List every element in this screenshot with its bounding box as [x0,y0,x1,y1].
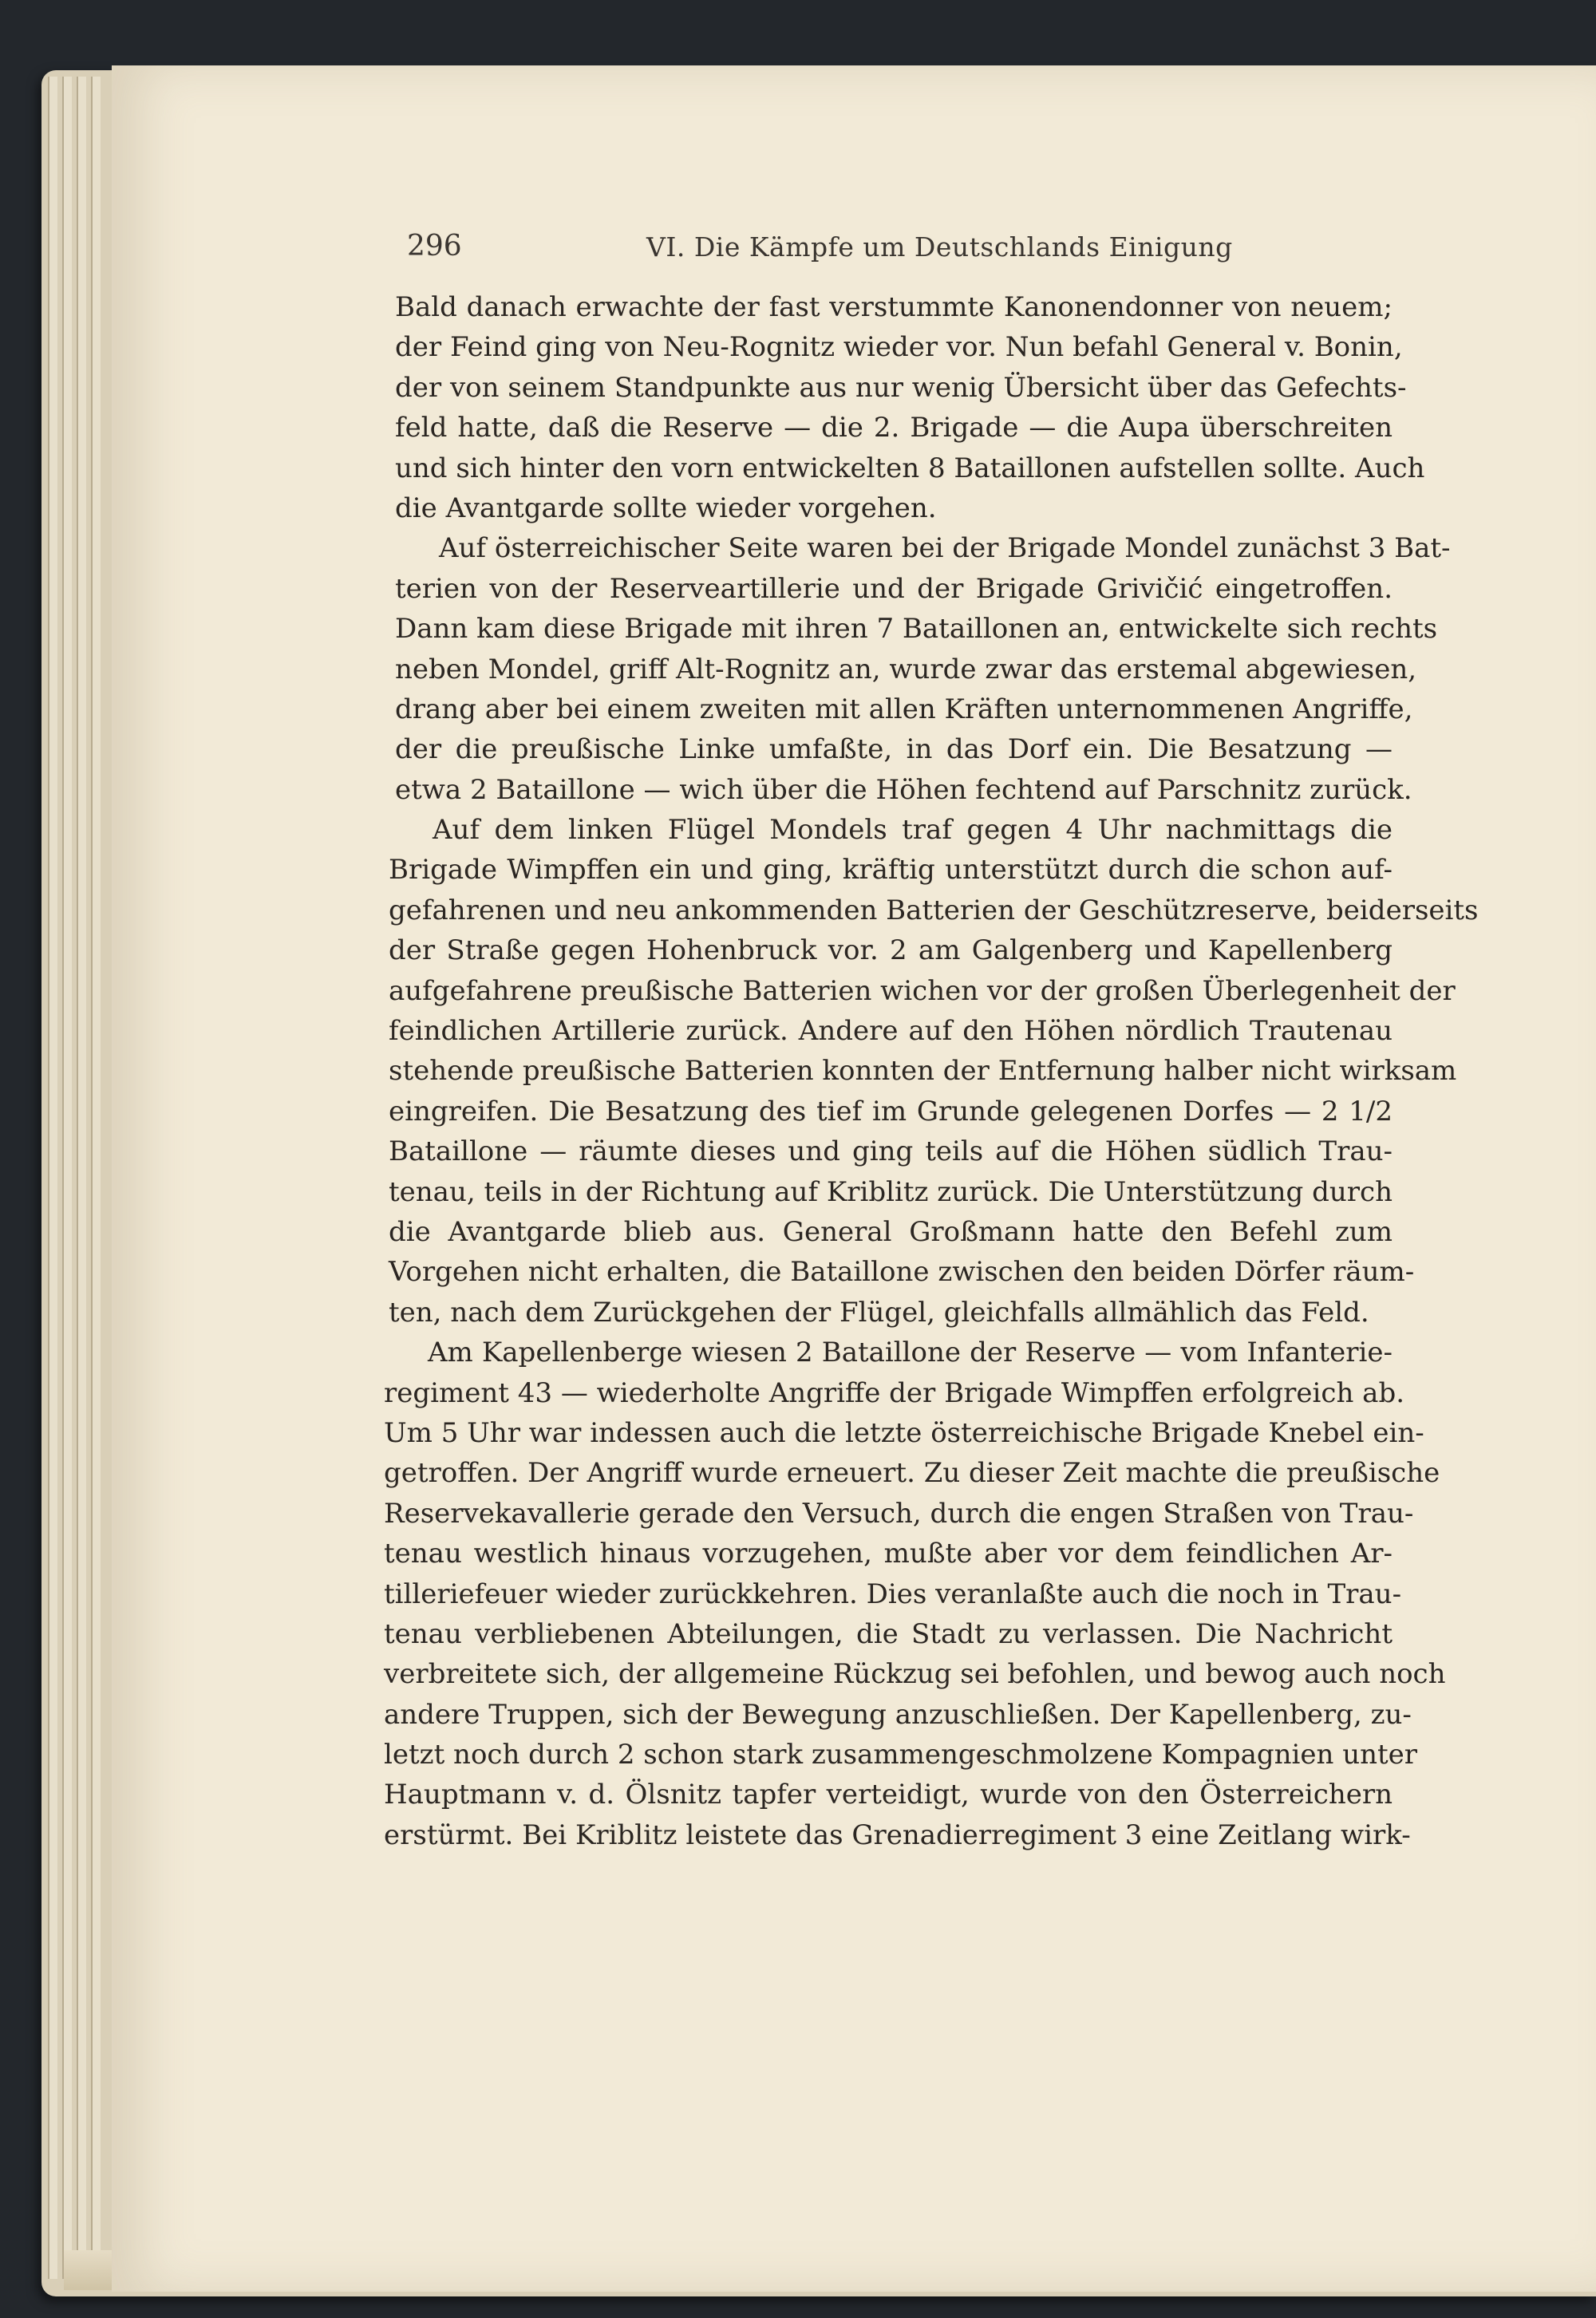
text-line: der Straße gegen Hohenbruck vor. 2 am Galgenberg und Kapellenberg [389,934,1393,967]
text-line: und sich hinter den vorn entwickelten 8 Bataillonen aufstellen sollte. Auch [395,452,1425,484]
text-line: regiment 43 — wiederholte Angriffe der Brigade Wimpffen erfolgreich ab. [384,1376,1405,1409]
text-line: stehende preußische Batterien konnten der Entfernung halber nicht wirksam [389,1055,1457,1088]
text-line: getroffen. Der Angriff wurde erneuert. Zu dieser Zeit machte die preußische [384,1457,1440,1490]
text-line: gefahrenen und neu ankommenden Batterien der Geschützreserve, beiderseits [389,894,1479,926]
page-edge [62,77,72,2279]
text-line: feld hatte, daß die Reserve — die 2. Brigade — die Aupa überschreiten [395,412,1393,444]
text-line: Am Kapellenberge wiesen 2 Bataillone der Reserve — vom Infanterie- [428,1337,1393,1369]
text-line: Brigade Wimpffen ein und ging, kräftig unterstützt durch die schon auf- [389,854,1393,887]
text-line: ten, nach dem Zurückgehen der Flügel, gleichfalls allmählich das Feld. [389,1296,1369,1329]
text-line: tenau westlich hinaus vorzugehen, mußte aber vor dem feindlichen Ar- [384,1538,1393,1570]
text-line: letzt noch durch 2 schon stark zusammengeschmolzene Kompagnien unter [384,1739,1418,1771]
text-line: Reservekavallerie gerade den Versuch, durch die engen Straßen von Trau- [384,1497,1414,1530]
text-line: drang aber bei einem zweiten mit allen Kräften unternommenen Angriffe, [395,693,1413,725]
text-line: aufgefahrene preußische Batterien wichen vor der großen Überlegenheit der [389,974,1456,1007]
text-line: Um 5 Uhr war indessen auch die letzte österreichische Brigade Knebel ein- [384,1416,1424,1449]
text-line: tenau, teils in der Richtung auf Kriblitz zurück. Die Unterstützung durch [389,1175,1393,1208]
text-line: Bald danach erwachte der fast verstummte Kanonendonner von neuem; [395,291,1393,323]
text-line: Dann kam diese Brigade mit ihren 7 Bataillonen an, entwickelte sich rechts [395,613,1438,646]
running-title: VI. Die Kämpfe um Deutschlands Einigung [646,231,1233,263]
text-line: tilleriefeuer wieder zurückkehren. Dies veranlaßte auch die noch in Trau- [384,1578,1402,1610]
text-line: Bataillone — räumte dieses und ging teils auf die Höhen südlich Trau- [389,1135,1393,1168]
page-edge [48,77,57,2279]
page-edge [77,77,86,2279]
text-line: erstürmt. Bei Kriblitz leistete das Grenadierregiment 3 eine Zeitlang wirk- [384,1818,1411,1851]
text-line: die Avantgarde sollte wieder vorgehen. [395,492,937,524]
text-line: der von seinem Standpunkte aus nur wenig Übersicht über das Gefechts- [395,371,1407,404]
text-line: neben Mondel, griff Alt-Rognitz an, wurde zwar das erstemal abgewiesen, [395,653,1417,685]
text-line: Vorgehen nicht erhalten, die Bataillone zwischen den beiden Dörfer räum- [389,1256,1415,1289]
text-line: verbreitete sich, der allgemeine Rückzug sei befohlen, und bewog auch noch [384,1658,1446,1691]
text-line: terien von der Reserveartillerie und der Brigade Grivičić eingetroffen. [395,572,1393,605]
page-number: 296 [407,230,462,263]
page-header [407,230,1396,278]
text-line: Auf österreichischer Seite waren bei der Brigade Mondel zunächst 3 Bat- [439,532,1451,565]
text-line: Hauptmann v. d. Ölsnitz tapfer verteidigt, wurde von den Österreichern [384,1779,1393,1811]
text-line: eingreifen. Die Besatzung des tief im Grunde gelegenen Dorfes — 2 1/2 [389,1095,1393,1127]
text-line: der die preußische Linke umfaßte, in das Dorf ein. Die Besatzung — [395,733,1393,766]
text-line: andere Truppen, sich der Bewegung anzuschließen. Der Kapellenberg, zu- [384,1698,1412,1731]
text-line: die Avantgarde blieb aus. General Großmann hatte den Befehl zum [389,1215,1393,1248]
body-text [384,287,1479,1855]
text-line: tenau verbliebenen Abteilungen, die Stadt zu verlassen. Die Nachricht [384,1617,1393,1650]
page-edge [91,77,101,2279]
text-line: Auf dem linken Flügel Mondels traf gegen 4 Uhr nachmittags die [433,814,1393,847]
text-line: etwa 2 Bataillone — wich über die Höhen fechtend auf Parschnitz zurück. [395,773,1412,806]
text-line: feindlichen Artillerie zurück. Andere auf den Höhen nördlich Trautenau [389,1015,1393,1048]
text-line: der Feind ging von Neu-Rognitz wieder vor. Nun befahl General v. Bonin, [395,331,1403,364]
